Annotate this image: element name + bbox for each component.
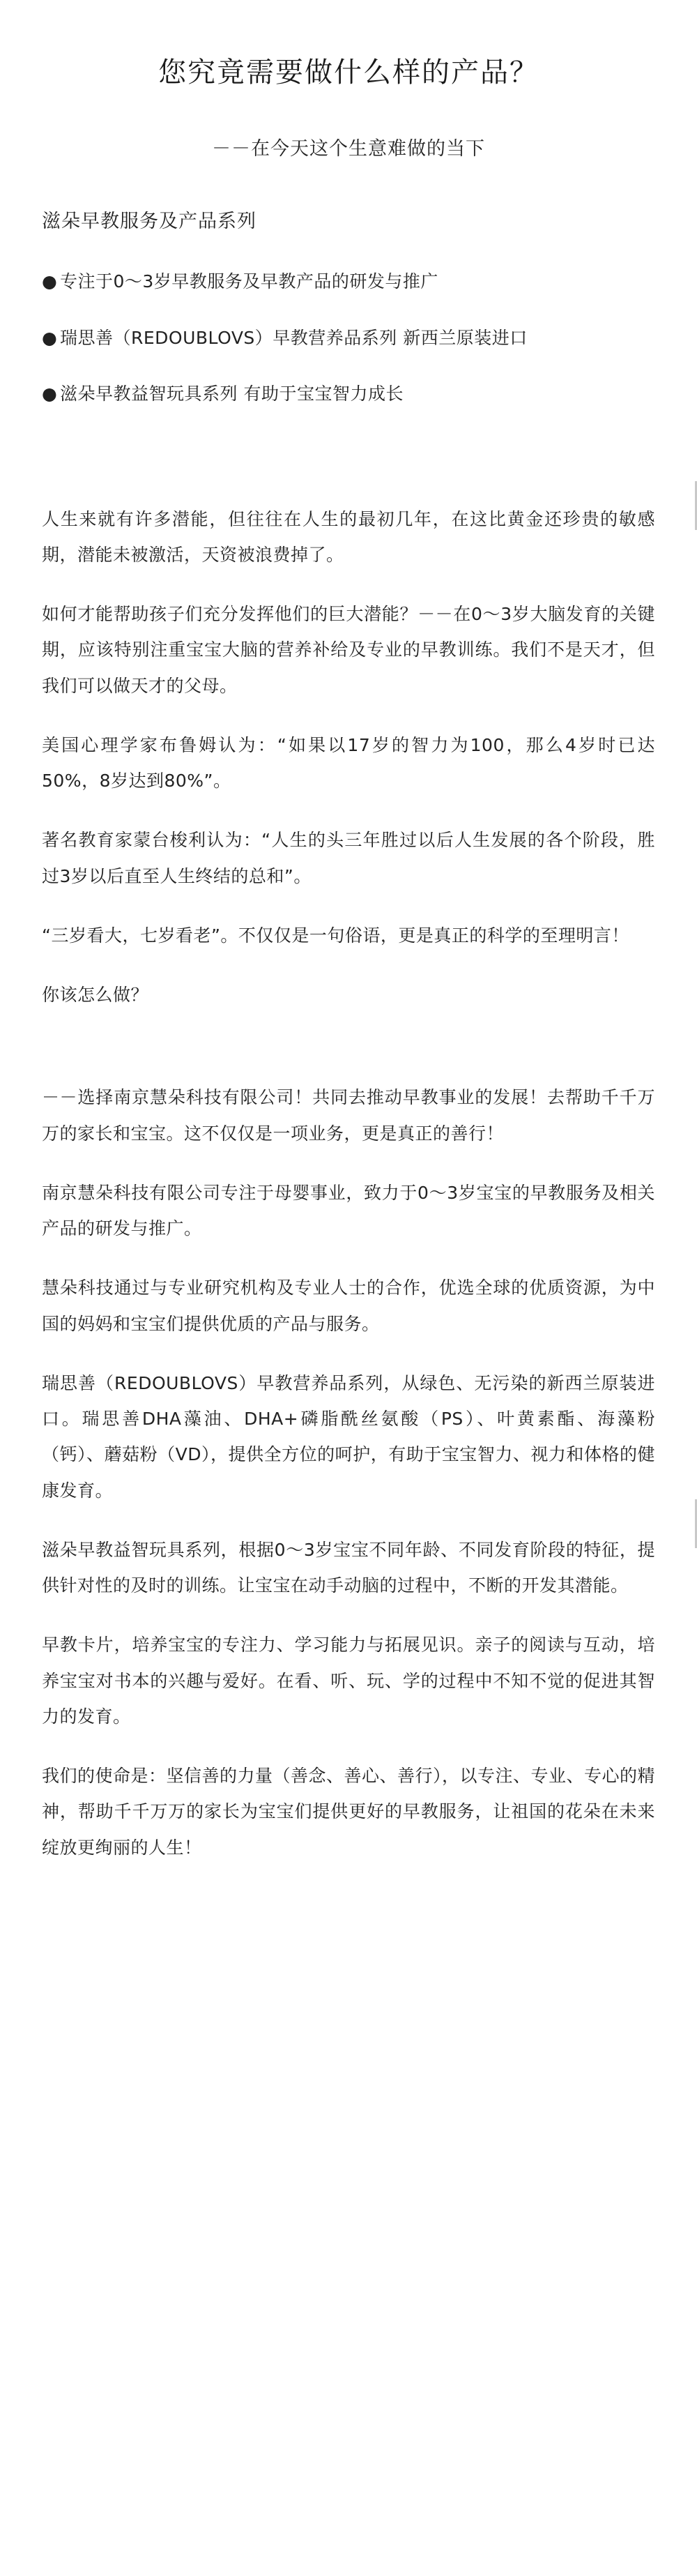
paragraph: 瑞思善（REDOUBLOVS）早教营养品系列，从绿色、无污染的新西兰原装进口。瑞思善DHA藻油、DHA+磷脂酰丝氨酸（PS）、叶黄素酯、海藻粉（钙）、蘑菇粉（VD），提供全方位的呵护，有助于宝宝智力、视力和体格的健康发育。	[42, 1372, 655, 1501]
paragraph: 人生来就有许多潜能，但往往在人生的最初几年，在这比黄金还珍贵的敏感期，潜能未被激活，天资被浪费掉了。	[42, 508, 655, 565]
section-heading: 滋朵早教服务及产品系列	[42, 211, 256, 233]
paragraph: 美国心理学家布鲁姆认为：“如果以17岁的智力为100，那么4岁时已达50%，8岁达到80%”。	[42, 734, 655, 791]
paragraph: “三岁看大，七岁看老”。不仅仅是一句俗语，更是真正的科学的至理明言！	[42, 925, 629, 946]
paragraph: 你该怎么做？	[42, 985, 149, 1006]
page-subtitle: －－在今天这个生意难做的当下	[212, 138, 485, 160]
spacer	[42, 1013, 655, 1079]
paragraph: 我们的使命是：坚信善的力量（善念、善心、善行），以专注、专业、专心的精神，帮助千千万万的家长为宝宝们提供更好的早教服务，让祖国的花朵在未来绽放更绚丽的人生！	[42, 1766, 656, 1858]
spacer	[42, 448, 655, 501]
bullet-dot-icon: ●	[42, 384, 58, 404]
body-block-questions	[42, 501, 655, 1013]
bullet-dot-icon: ●	[42, 327, 58, 348]
list-item	[42, 379, 655, 409]
paragraph: －－选择南京慧朵科技有限公司！共同去推动早教事业的发展！去帮助千千万万的家长和宝宝。这不仅仅是一项业务，更是真正的善行！	[42, 1087, 655, 1144]
paragraph: 南京慧朵科技有限公司专注于母婴事业，致力于0～3岁宝宝的早教服务及相关产品的研发与推广。	[42, 1182, 655, 1239]
paragraph: 如何才能帮助孩子们充分发挥他们的巨大潜能？－－在0～3岁大脑发育的关键期，应该特别注重宝宝大脑的营养补给及专业的早教训练。我们不是天才，但我们可以做天才的父母。	[42, 604, 655, 696]
list-item	[42, 324, 655, 354]
list-item-label: 瑞思善（REDOUBLOVS）早教营养品系列 新西兰原装进口	[60, 327, 528, 348]
body-block-company	[42, 1079, 655, 1865]
paragraph: 早教卡片，培养宝宝的专注力、学习能力与拓展见识。亲子的阅读与互动，培养宝宝对书本的兴趣与爱好。在看、听、玩、学的过程中不知不觉的促进其智力的发育。	[42, 1635, 655, 1727]
list-item-label: 专注于0～3岁早教服务及早教产品的研发与推广	[60, 271, 438, 292]
list-item	[42, 267, 655, 297]
product-bullet-list	[42, 267, 655, 409]
paragraph: 滋朵早教益智玩具系列，根据0～3岁宝宝不同年龄、不同发育阶段的特征，提供针对性的及时的训练。让宝宝在动手动脑的过程中，不断的开发其潜能。	[42, 1539, 655, 1596]
bullet-dot-icon: ●	[42, 271, 58, 292]
list-item-label: 滋朵早教益智玩具系列 有助于宝宝智力成长	[60, 384, 404, 404]
paragraph: 著名教育家蒙台梭利认为：“人生的头三年胜过以后人生发展的各个阶段，胜过3岁以后直至人生终结的总和”。	[42, 830, 655, 886]
page-title: 您究竟需要做什么样的产品？	[158, 56, 539, 89]
paragraph: 慧朵科技通过与专业研究机构及专业人士的合作，优选全球的优质资源，为中国的妈妈和宝宝们提供优质的产品与服务。	[42, 1278, 655, 1334]
